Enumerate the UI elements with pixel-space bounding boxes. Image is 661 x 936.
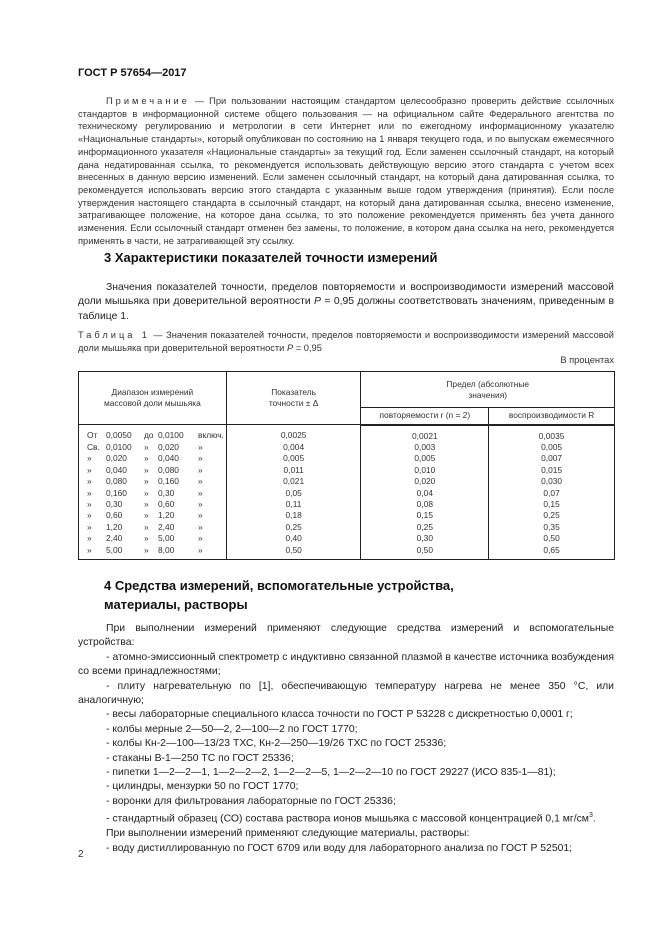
- reproducibility-cell: 0,0035: [489, 425, 615, 442]
- accuracy-table: [78, 371, 615, 560]
- document-header: ГОСТ Р 57654—2017: [78, 67, 187, 79]
- header-range: Диапазон измерений массовой доли мышьяка: [79, 372, 227, 425]
- heading-line: 4 Средства измерений, вспомогательные устройства,: [104, 578, 454, 593]
- caption-label: Таблица 1: [78, 330, 151, 340]
- reproducibility-cell: 0,50: [489, 533, 615, 544]
- list-item: - стаканы В-1—250 ТС по ГОСТ 25336;: [106, 752, 294, 764]
- header-repeatability: повторяемости r (n = 2): [361, 408, 489, 425]
- accuracy-cell: 0,005: [226, 453, 361, 464]
- header-limit: Предел (абсолютные значения): [361, 372, 615, 408]
- range-cell: » 0,60 » 1,20 »: [79, 510, 227, 521]
- range-cell: » 1,20 » 2,40 »: [79, 522, 227, 533]
- para-symbol: P: [314, 296, 321, 308]
- table-row: [79, 476, 615, 487]
- list-item: - стандартный образец (СО) состава раствора ионов мышьяка с массовой концентрацией 0,1 $мг/см^3$.: [106, 812, 596, 825]
- accuracy-cell: 0,50: [226, 545, 361, 560]
- repeatability-cell: 0,003: [361, 442, 489, 453]
- table-unit: В процентах: [560, 355, 614, 365]
- intro: При выполнении измерений применяют следующие средства измерений и вспомогательные устройства:: [78, 623, 614, 649]
- reproducibility-cell: 0,65: [489, 545, 615, 560]
- para-text: = 0,95 должны соответствовать значениям, приведенным в таблице 1.: [78, 296, 615, 322]
- list-item: - цилиндры, мензурки 50 по ГОСТ 1770;: [106, 781, 299, 793]
- section-4-heading: [104, 576, 454, 614]
- range-cell: » 0,020 » 0,040 »: [79, 453, 227, 464]
- repeatability-cell: 0,010: [361, 465, 489, 476]
- accuracy-cell: 0,011: [226, 465, 361, 476]
- list-item: - плиту нагревательную по [1], обеспечивающую температуру нагрева не менее 350 °С, или аналогичную;: [78, 680, 614, 707]
- list-item: - весы лабораторные специального класса точности по ГОСТ Р 53228 с дискретностью 0,0001 г;: [106, 709, 573, 721]
- heading-line: материалы, растворы: [104, 597, 248, 612]
- table-row: [79, 488, 615, 499]
- table-row: [79, 425, 615, 442]
- range-cell: » 0,080 » 0,160 »: [79, 476, 227, 487]
- table-row: [79, 453, 615, 464]
- reproducibility-cell: 0,25: [489, 510, 615, 521]
- repeatability-cell: 0,50: [361, 545, 489, 560]
- section-3-heading: 3 Характеристики показателей точности измерений: [104, 250, 438, 265]
- range-cell: От 0,0050 до 0,0100 включ.: [79, 425, 227, 442]
- range-cell: » 5,00 » 8,00 »: [79, 545, 227, 560]
- table-row: [79, 522, 615, 533]
- header-reproducibility: воспроизводимости R: [489, 408, 615, 425]
- list-item: - воронки для фильтрования лабораторные по ГОСТ 25336;: [106, 795, 396, 807]
- accuracy-cell: 0,11: [226, 499, 361, 510]
- reproducibility-cell: 0,15: [489, 499, 615, 510]
- list-item: - колбы Кн-2—100—13/23 ТХС, Кн-2—250—19/26 ТХС по ГОСТ 25336;: [106, 738, 447, 750]
- reproducibility-cell: 0,030: [489, 476, 615, 487]
- table-row: [79, 465, 615, 476]
- intro-materials: При выполнении измерений применяют следующие материалы, растворы:: [106, 828, 470, 840]
- range-cell: » 0,040 » 0,080 »: [79, 465, 227, 476]
- accuracy-cell: 0,0025: [226, 425, 361, 442]
- table-row: [79, 533, 615, 544]
- reproducibility-cell: 0,07: [489, 488, 615, 499]
- list-item: - атомно-эмиссионный спектрометр с индуктивно связанной плазмой в качестве источника возбуждения со всеми принадлежностями;: [78, 651, 614, 678]
- table-row: [79, 499, 615, 510]
- list-item: - пипетки 1—2—2—1, 1—2—2—2, 1—2—2—5, 1—2—2—10 по ГОСТ 29227 (ИСО 835-1—81);: [106, 767, 556, 779]
- accuracy-cell: 0,18: [226, 510, 361, 521]
- caption-text: = 0,95: [293, 342, 322, 353]
- list-item: - колбы мерные 2—50—2, 2—100—2 по ГОСТ 1770;: [106, 723, 358, 735]
- page-number: 2: [78, 849, 84, 860]
- note-label: Примечание: [106, 96, 190, 106]
- accuracy-cell: 0,004: [226, 442, 361, 453]
- section-3-paragraph: [78, 281, 614, 324]
- reproducibility-cell: 0,015: [489, 465, 615, 476]
- repeatability-cell: 0,25: [361, 522, 489, 533]
- para-text: Значения показателей точности, пределов повторяемости и воспроизводимости измерений массовой доли мышьяка при доверительной вероятности: [78, 282, 614, 308]
- reference-note: [78, 95, 614, 247]
- header-accuracy: Показатель точности ± Δ: [226, 372, 361, 425]
- repeatability-cell: 0,04: [361, 488, 489, 499]
- accuracy-cell: 0,05: [226, 488, 361, 499]
- accuracy-cell: 0,25: [226, 522, 361, 533]
- range-cell: » 0,160 » 0,30 »: [79, 488, 227, 499]
- range-cell: » 2,40 » 5,00 »: [79, 533, 227, 544]
- repeatability-cell: 0,005: [361, 453, 489, 464]
- note-text: — При пользовании настоящим стандартом целесообразно проверить действие ссылочных стандартов в информационной системе общего пользования — на официальном сайте Федерального агентства по техническому регулированию и метрологии в сети Интернет или по ежегодному информационному указателю «Национальные стандарты», который опубликован по состоянию на 1 января текущего года, и по выпускам ежемесячного информационного указателя «Национальные стандарты» за текущий год. Если заменен ссылочный стандарт, на который дана недатированная ссылка, то рекомендуется использовать действующую версию этого стандарта с учетом всех внесенных в данную версию изменений. Если заменен ссылочный стандарт, на который дана датированная ссылка, то рекомендуется использовать версию этого стандарта с указанным выше годом утверждения (принятия). Если после утверждения настоящего стандарта в ссылочный стандарт, на который дана датированная ссылка, внесено изменение, затрагивающее положение, на которое дана ссылка, то это положение рекомендуется применять без учета данного изменения. Если ссылочный стандарт отменен без замены, то положение, в котором дана ссылка на него, рекомендуется применять в части, не затрагивающей эту ссылку.: [78, 96, 614, 246]
- section-4-body: [78, 622, 614, 856]
- repeatability-cell: 0,15: [361, 510, 489, 521]
- repeatability-cell: 0,020: [361, 476, 489, 487]
- repeatability-cell: 0,30: [361, 533, 489, 544]
- table-row: [79, 545, 615, 560]
- table-caption: [78, 329, 614, 354]
- caption-text: — Значения показателей точности, пределов повторяемости и воспроизводимости измерений массовой доли мышьяка при доверительной вероятности: [78, 330, 614, 353]
- table-row: [79, 442, 615, 453]
- table-row: [79, 510, 615, 521]
- range-cell: » 0,30 » 0,60 »: [79, 499, 227, 510]
- repeatability-cell: 0,0021: [361, 425, 489, 442]
- list-item: - воду дистиллированную по ГОСТ 6709 или воду для лабораторного анализа по ГОСТ Р 52501;: [106, 842, 573, 854]
- reproducibility-cell: 0,005: [489, 442, 615, 453]
- repeatability-cell: 0,08: [361, 499, 489, 510]
- reproducibility-cell: 0,35: [489, 522, 615, 533]
- reproducibility-cell: 0,007: [489, 453, 615, 464]
- accuracy-cell: 0,021: [226, 476, 361, 487]
- caption-symbol: P: [286, 342, 294, 353]
- accuracy-cell: 0,40: [226, 533, 361, 544]
- range-cell: Св. 0,0100 » 0,020 »: [79, 442, 227, 453]
